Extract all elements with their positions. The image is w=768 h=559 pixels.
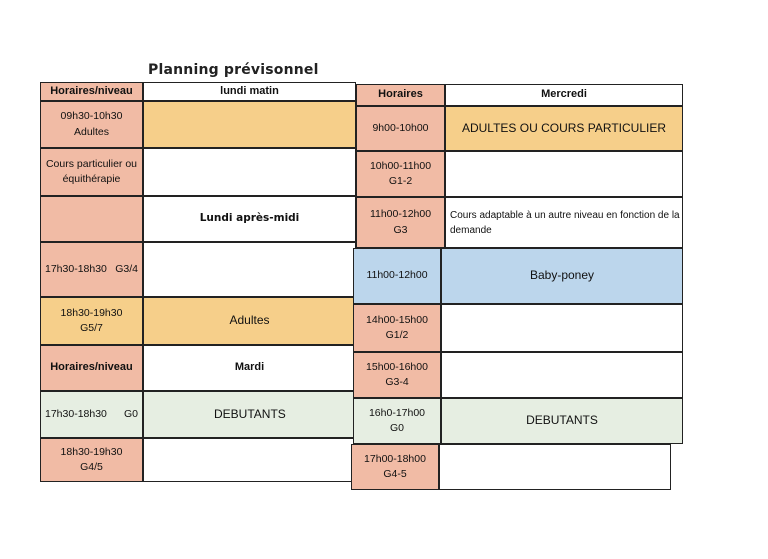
page-title: Planning prévisonnel xyxy=(148,62,319,78)
right-row-7-time-cell xyxy=(351,444,439,490)
right-row-3-content: Baby-poney xyxy=(441,248,683,304)
right-row-5-time-cell xyxy=(353,352,441,398)
left-row-1-time-cell xyxy=(40,148,143,196)
left-row-4-time-cell xyxy=(40,297,143,345)
right-row-2-time: 11h00-12h00 xyxy=(369,208,432,221)
left-row-7-time-cell xyxy=(40,438,143,482)
right-row-4-time: 14h00-15h00 xyxy=(366,313,428,326)
left-row-2-time xyxy=(40,196,143,242)
right-row-5-level: G3-4 xyxy=(385,376,409,388)
left-row-4-time: 18h30-19h30 xyxy=(60,306,123,319)
left-row-1-time: Cours particulier ou xyxy=(45,157,138,170)
left-header-col2: lundi matin xyxy=(143,82,356,101)
right-row-4-level: G1/2 xyxy=(385,329,409,341)
right-row-5-content xyxy=(441,352,683,398)
left-row-3-level: G3/4 xyxy=(115,262,138,275)
left-row-4-level: G5/7 xyxy=(80,322,103,334)
right-row-7-level: G4-5 xyxy=(383,468,407,480)
right-row-6-time: 16h0-17h00 xyxy=(368,406,426,419)
right-row-1-content xyxy=(445,151,683,197)
left-row-1-content xyxy=(143,148,356,196)
left-header-col1: Horaires/niveau xyxy=(40,82,143,101)
right-row-6-level: G0 xyxy=(389,422,404,434)
left-row-3-time-cell xyxy=(40,242,143,297)
left-row-6-content: DEBUTANTS xyxy=(143,391,356,438)
right-row-4-content xyxy=(441,304,683,352)
left-row-0-time: 09h30-10h30 xyxy=(60,110,123,123)
right-row-4-time-cell xyxy=(353,304,441,352)
left-row-5-content: Mardi xyxy=(143,345,356,391)
left-row-1-level: équithérapie xyxy=(62,173,121,185)
left-row-7-time: 18h30-19h30 xyxy=(60,445,123,458)
left-row-0-time-cell xyxy=(40,101,143,148)
right-row-2-time-cell xyxy=(356,197,445,248)
right-row-7-time: 17h00-18h00 xyxy=(364,452,426,465)
right-row-6-content: DEBUTANTS xyxy=(441,398,683,444)
right-row-1-time-cell xyxy=(356,151,445,197)
left-row-0-level: Adultes xyxy=(73,125,110,138)
left-row-3-time: 17h30-18h30 xyxy=(45,262,107,275)
right-row-2-level: G3 xyxy=(393,223,408,236)
left-row-7-content xyxy=(143,438,356,482)
right-header-col2: Mercredi xyxy=(445,84,683,106)
right-row-1-level: G1-2 xyxy=(388,175,413,187)
left-row-6-time-cell xyxy=(40,391,143,438)
left-row-0-content xyxy=(143,101,356,148)
right-row-7-content xyxy=(439,444,671,490)
left-row-7-level: G4/5 xyxy=(80,461,103,473)
left-row-6-time: 17h30-18h30 xyxy=(45,407,107,420)
right-row-2-content: Cours adaptable à un autre niveau en fonction de la demande xyxy=(445,197,683,248)
right-row-0-content: ADULTES OU COURS PARTICULIER xyxy=(445,106,683,151)
right-row-6-time-cell xyxy=(353,398,441,444)
left-row-2-content: Lundi après-midi xyxy=(143,196,356,242)
left-row-3-content xyxy=(143,242,356,297)
left-row-6-level: G0 xyxy=(123,407,138,420)
right-row-5-time: 15h00-16h00 xyxy=(366,360,428,373)
left-row-4-content: Adultes xyxy=(143,297,356,345)
right-row-3-time: 11h00-12h00 xyxy=(353,248,441,304)
right-header-col1: Horaires xyxy=(356,84,445,106)
left-row-5-time: Horaires/niveau xyxy=(40,345,143,391)
right-row-1-time: 10h00-11h00 xyxy=(369,159,432,172)
right-row-0-time: 9h00-10h00 xyxy=(356,106,445,151)
